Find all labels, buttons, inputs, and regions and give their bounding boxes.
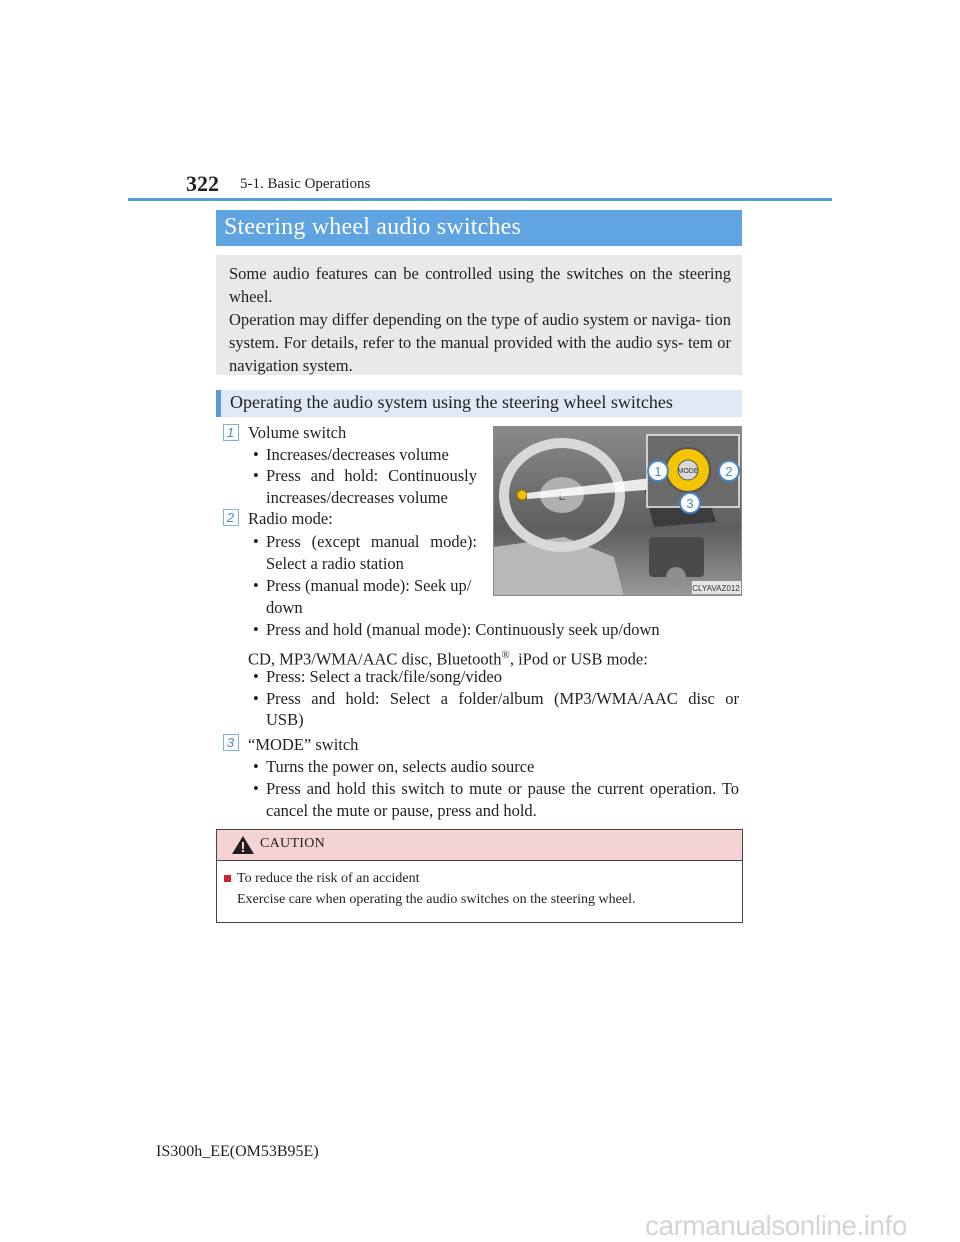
item-1-bullet-2: • Press and hold: Continuously [253,466,477,485]
item-2-bullet-5: • Press and hold: Select a folder/album (MP3/WMA/AAC disc or [253,689,739,708]
svg-text:2: 2 [725,464,733,479]
item-3-bullet-1: • Turns the power on, selects audio source [253,757,535,776]
svg-text:1: 1 [654,464,662,479]
caution-title: CAUTION [260,836,326,851]
item-3-bullet-2: • Press and hold this switch to mute or pause the current operation. To [253,779,739,798]
caution-text: Exercise care when operating the audio switches on the steering wheel. [237,892,636,907]
steering-wheel-figure [493,426,742,596]
item-title-3: “MODE” switch [248,735,359,754]
item-1-bullet-1: • Increases/decreases volume [253,445,449,464]
warning-triangle-icon [231,835,255,855]
item-2-subtitle: CD, MP3/WMA/AAC disc, Bluetooth®, iPod or USB mode: [248,649,648,669]
watermark: carmanualsonline.info [645,1210,907,1241]
steering-wheel-illustration [494,427,742,596]
svg-text:MODE: MODE [677,468,699,475]
item-title-1: Volume switch [248,423,347,442]
intro-text-1: Some audio features can be controlled using the switches on the steering wheel. [229,264,731,306]
item-number-1: 1 [226,425,235,440]
intro-box [216,255,742,375]
footer-code: IS300h_EE(OM53B95E) [156,1143,319,1160]
item-2-bullet-4: • Press: Select a track/file/song/video [253,667,502,686]
section-label: 5-1. Basic Operations [240,176,371,192]
item-number-3: 3 [226,735,235,750]
caution-heading: To reduce the risk of an accident [237,871,420,886]
item-3-bullet-2-cont: cancel the mute or pause, press and hold. [266,801,537,820]
caution-header [217,830,742,861]
item-2-bullet-2-cont: down [266,598,303,617]
subheading: Operating the audio system using the steering wheel switches [230,392,673,412]
svg-text:CLYAVAZ012: CLYAVAZ012 [692,584,740,593]
page-title: Steering wheel audio switches [224,214,522,240]
intro-text-2: Operation may differ depending on the type of audio system or naviga- tion system. For details, refer to the manual provided with the audio sys- tem or navigation system. [229,310,731,375]
item-2-bullet-1: • Press (except manual mode): [253,532,477,551]
subheading-bar [216,390,742,417]
svg-text:3: 3 [686,496,694,511]
item-title-2: Radio mode: [248,509,333,528]
header-rule [128,198,832,201]
caution-box [216,829,743,923]
item-2-bullet-3: • Press and hold (manual mode): Continuously seek up/down [253,620,660,639]
page-number: 322 [186,171,219,196]
item-2-bullet-5-cont: USB) [266,710,304,729]
item-2-bullet-1-cont: Select a radio station [266,554,404,573]
title-bar [216,210,742,246]
item-1-bullet-2-cont: increases/decreases volume [266,488,448,507]
item-2-bullet-2: • Press (manual mode): Seek up/ [253,576,472,595]
item-number-2: 2 [226,510,235,525]
caution-bullet-icon [224,875,231,882]
